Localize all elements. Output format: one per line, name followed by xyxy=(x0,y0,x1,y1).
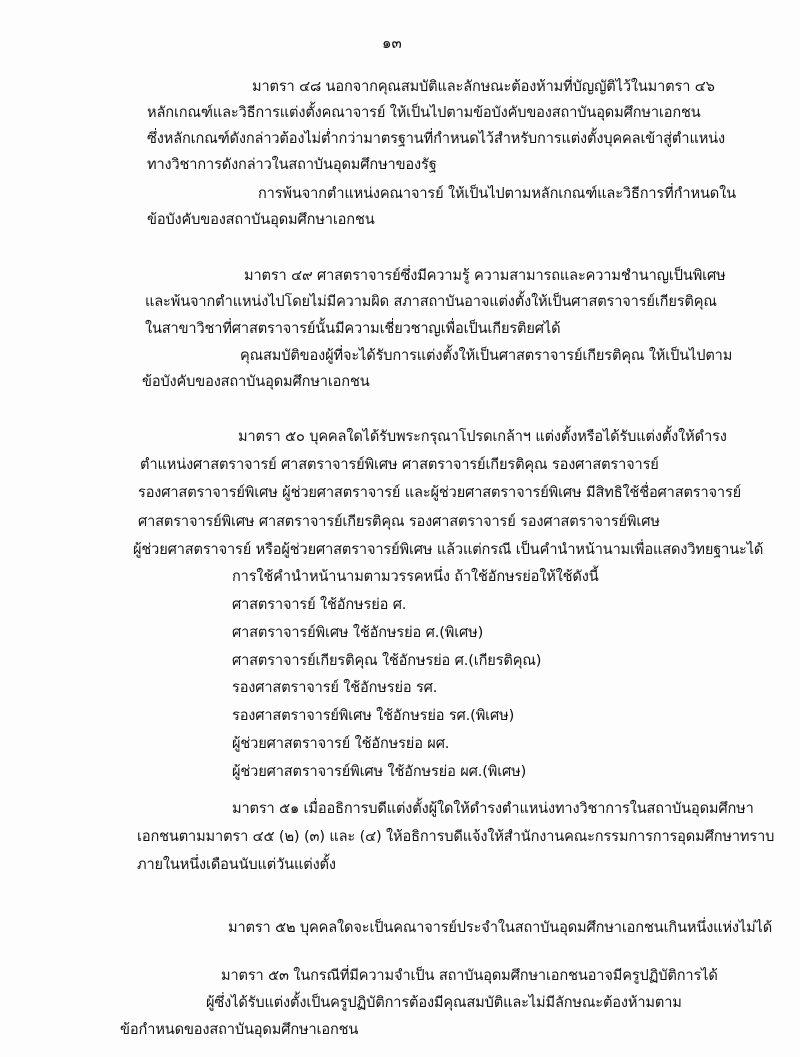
section-48-line-2: หลักเกณฑ์และวิธีการแต่งตั้งคณาจารย์ ให้เป็นไปตามข้อบังคับของสถาบันอุดมศึกษาเอกชน xyxy=(147,104,701,121)
abbreviation-item: ศาสตราจารย์พิเศษ ใช้อักษรย่อ ศ.(พิเศษ) xyxy=(232,624,484,641)
abbreviation-item: รองศาสตราจารย์พิเศษ ใช้อักษรย่อ รศ.(พิเศษ) xyxy=(232,707,515,724)
section-52-line-1: มาตรา ๕๒ บุคคลใดจะเป็นคณาจารย์ประจำในสถาบันอุดมศึกษาเอกชนเกินหนึ่งแห่งไม่ได้ xyxy=(228,919,773,936)
section-48-line-5: การพ้นจากตำแหน่งคณาจารย์ ให้เป็นไปตามหลักเกณฑ์และวิธีการที่กำหนดใน xyxy=(258,185,736,202)
page-number: ๑๓ xyxy=(382,34,402,52)
abbreviation-item: ศาสตราจารย์ ใช้อักษรย่อ ศ. xyxy=(232,596,407,613)
section-51-line-3: ภายในหนึ่งเดือนนับแต่วันแต่งตั้ง xyxy=(137,856,336,873)
section-49-line-3: ในสาขาวิชาที่ศาสตราจารย์นั้นมีความเชี่ยวชาญเพื่อเป็นเกียรติยศได้ xyxy=(145,320,561,337)
section-48-line-4: ทางวิชาการดังกล่าวในสถาบันอุดมศึกษาของรัฐ xyxy=(147,156,437,173)
section-50-line-2: ตำแหน่งศาสตราจารย์ ศาสตราจารย์พิเศษ ศาสตราจารย์เกียรติคุณ รองศาสตราจารย์ xyxy=(140,456,659,473)
section-49-line-5: ข้อบังคับของสถาบันอุดมศึกษาเอกชน xyxy=(142,373,370,390)
section-48-line-1: มาตรา ๔๘ นอกจากคุณสมบัติและลักษณะต้องห้ามที่บัญญัติไว้ในมาตรา ๔๖ xyxy=(252,78,715,95)
section-49-line-2: และพ้นจากตำแหน่งไปโดยไม่มีความผิด สภาสถาบันอาจแต่งตั้งให้เป็นศาสตราจารย์เกียรติคุณ xyxy=(145,293,717,310)
abbreviation-item: ศาสตราจารย์เกียรติคุณ ใช้อักษรย่อ ศ.(เกียรติคุณ) xyxy=(232,652,542,669)
section-51-line-2: เอกชนตามมาตรา ๔๕ (๒) (๓) และ (๔) ให้อธิการบดีแจ้งให้สำนักงานคณะกรรมการการอุดมศึกษาทราบ xyxy=(137,828,775,845)
abbreviation-item: ผู้ช่วยศาสตราจารย์ ใช้อักษรย่อ ผศ. xyxy=(232,735,450,752)
abbreviation-item: ผู้ช่วยศาสตราจารย์พิเศษ ใช้อักษรย่อ ผศ.(พิเศษ) xyxy=(232,763,527,780)
section-48-line-6: ข้อบังคับของสถาบันอุดมศึกษาเอกชน xyxy=(147,211,375,228)
section-51-line-1: มาตรา ๕๑ เมื่ออธิการบดีแต่งตั้งผู้ใดให้ดำรงตำแหน่งทางวิชาการในสถาบันอุดมศึกษา xyxy=(232,800,754,817)
section-49-line-4: คุณสมบัติของผู้ที่จะได้รับการแต่งตั้งให้เป็นศาสตราจารย์เกียรติคุณ ให้เป็นไปตาม xyxy=(240,347,733,364)
section-48-line-3: ซึ่งหลักเกณฑ์ดังกล่าวต้องไม่ต่ำกว่ามาตรฐานที่กำหนดไว้สำหรับการแต่งตั้งบุคคลเข้าสู่ตำแหน่ง xyxy=(147,130,725,147)
section-50-line-4: ศาสตราจารย์พิเศษ ศาสตราจารย์เกียรติคุณ รองศาสตราจารย์ รองศาสตราจารย์พิเศษ xyxy=(138,513,660,530)
abbreviation-item: รองศาสตราจารย์ ใช้อักษรย่อ รศ. xyxy=(232,679,438,696)
section-53-line-1: มาตรา ๕๓ ในกรณีที่มีความจำเป็น สถาบันอุดมศึกษาเอกชนอาจมีครูปฏิบัติการได้ xyxy=(221,967,718,984)
section-50-line-5: ผู้ช่วยศาสตราจารย์ หรือผู้ช่วยศาสตราจารย์พิเศษ แล้วแต่กรณี เป็นคำนำหน้านามเพื่อแสดงวิทยฐานะได้ xyxy=(133,541,764,558)
section-49-line-1: มาตรา ๔๙ ศาสตราจารย์ซึ่งมีความรู้ ความสามารถและความชำนาญเป็นพิเศษ xyxy=(244,267,726,284)
section-53-line-2: ผู้ซึ่งได้รับแต่งตั้งเป็นครูปฏิบัติการต้องมีคุณสมบัติและไม่มีลักษณะต้องห้ามตาม xyxy=(206,994,682,1011)
section-50-line-3: รองศาสตราจารย์พิเศษ ผู้ช่วยศาสตราจารย์ และผู้ช่วยศาสตราจารย์พิเศษ มีสิทธิใช้ชื่อศาสตราจารย์ xyxy=(138,484,742,501)
section-50-line-1: มาตรา ๕๐ บุคคลใดได้รับพระกรุณาโปรดเกล้าฯ แต่งตั้งหรือได้รับแต่งตั้งให้ดำรง xyxy=(238,428,727,445)
section-50-line-6: การใช้คำนำหน้านามตามวรรคหนึ่ง ถ้าใช้อักษรย่อให้ใช้ดังนี้ xyxy=(232,568,599,585)
section-53-line-3: ข้อกำหนดของสถาบันอุดมศึกษาเอกชน xyxy=(120,1021,359,1038)
